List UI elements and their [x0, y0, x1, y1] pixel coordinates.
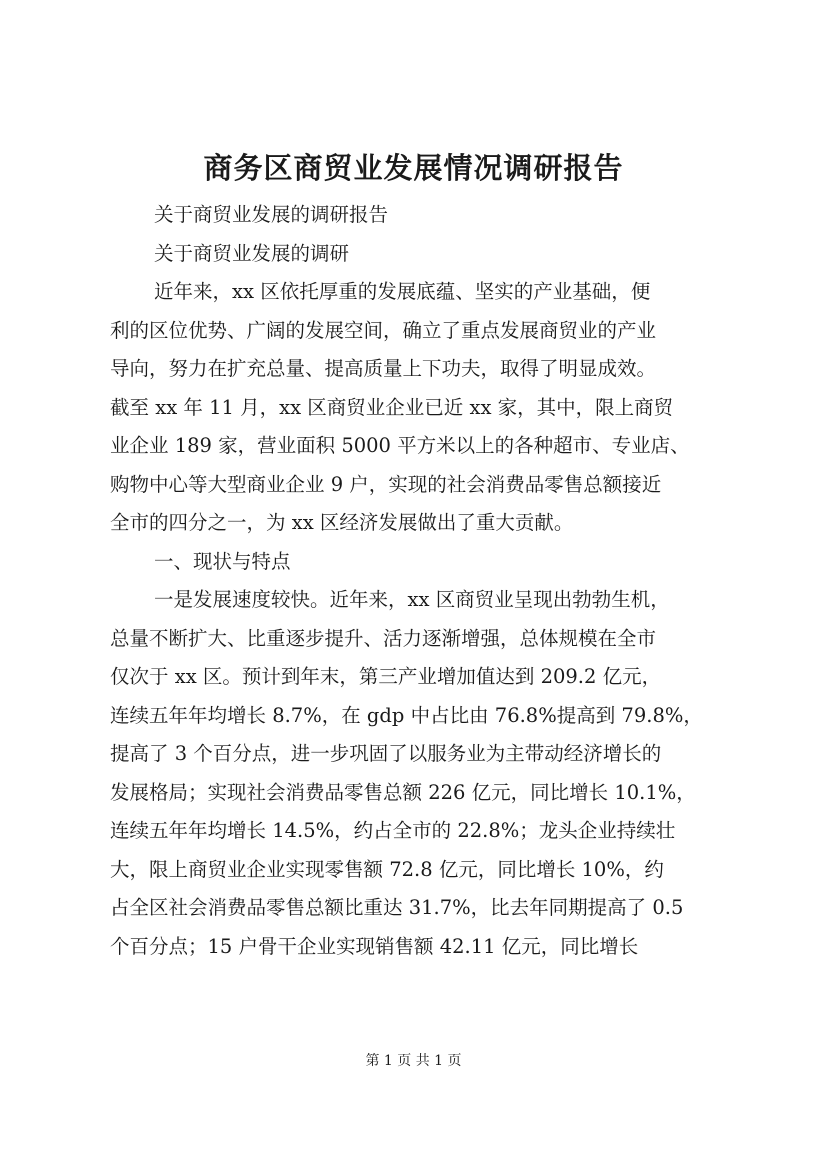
text-line: 业企业 189 家，营业面积 5000 平方米以上的各种超市、专业店、 — [110, 434, 690, 457]
text-line: 一、现状与特点 — [154, 549, 291, 573]
document-body — [110, 196, 740, 966]
text-line: 购物中心等大型商业企业 9 户，实现的社会消费品零售总额接近 — [110, 472, 662, 496]
text-line: 全市的四分之一，为 xx 区经济发展做出了重大贡献。 — [110, 511, 574, 534]
text-line: 总量不断扩大、比重逐步提升、活力逐渐增强，总体规模在全市 — [110, 626, 657, 650]
text-line: 占全区社会消费品零售总额比重达 31.7%，比去年同期提高了 0.5 — [110, 896, 684, 919]
text-line: 利的区位优势、广阔的发展空间，确立了重点发展商贸业的产业 — [110, 318, 657, 342]
text-line: 提高了 3 个百分点，进一步巩固了以服务业为主带动经济增长的 — [110, 742, 662, 765]
text-line: 一是发展速度较快。近年来，xx 区商贸业呈现出勃勃生机， — [154, 588, 670, 611]
text-line: 关于商贸业发展的调研报告 — [154, 203, 389, 226]
text-line: 截至 xx 年 11 月，xx 区商贸业企业已近 xx 家，其中，限上商贸 — [110, 395, 674, 419]
text-line: 个百分点；15 户骨干企业实现销售额 42.11 亿元，同比增长 — [110, 934, 639, 958]
document-title: 商务区商贸业发展情况调研报告 — [203, 151, 624, 185]
page-footer: 第 1 页 共 1 页 — [365, 1053, 462, 1069]
text-line: 仅次于 xx 区。预计到年末，第三产业增加值达到 209.2 亿元， — [110, 665, 662, 688]
text-line: 大，限上商贸业企业实现零售额 72.8 亿元，同比增长 10%，约 — [110, 857, 664, 881]
text-line: 连续五年年均增长 8.7%，在 gdp 中占比由 76.8%提高到 79.8%， — [110, 703, 703, 727]
text-line: 发展格局；实现社会消费品零售总额 226 亿元，同比增长 10.1%， — [110, 780, 696, 804]
text-line: 导向，努力在扩充总量、提高质量上下功夫，取得了明显成效。 — [110, 357, 657, 380]
text-line: 近年来，xx 区依托厚重的发展底蕴、坚实的产业基础，便 — [154, 280, 651, 303]
text-line: 关于商贸业发展的调研 — [154, 241, 350, 265]
text-line: 连续五年年均增长 14.5%，约占全市的 22.8%；龙头企业持续壮 — [110, 819, 676, 842]
